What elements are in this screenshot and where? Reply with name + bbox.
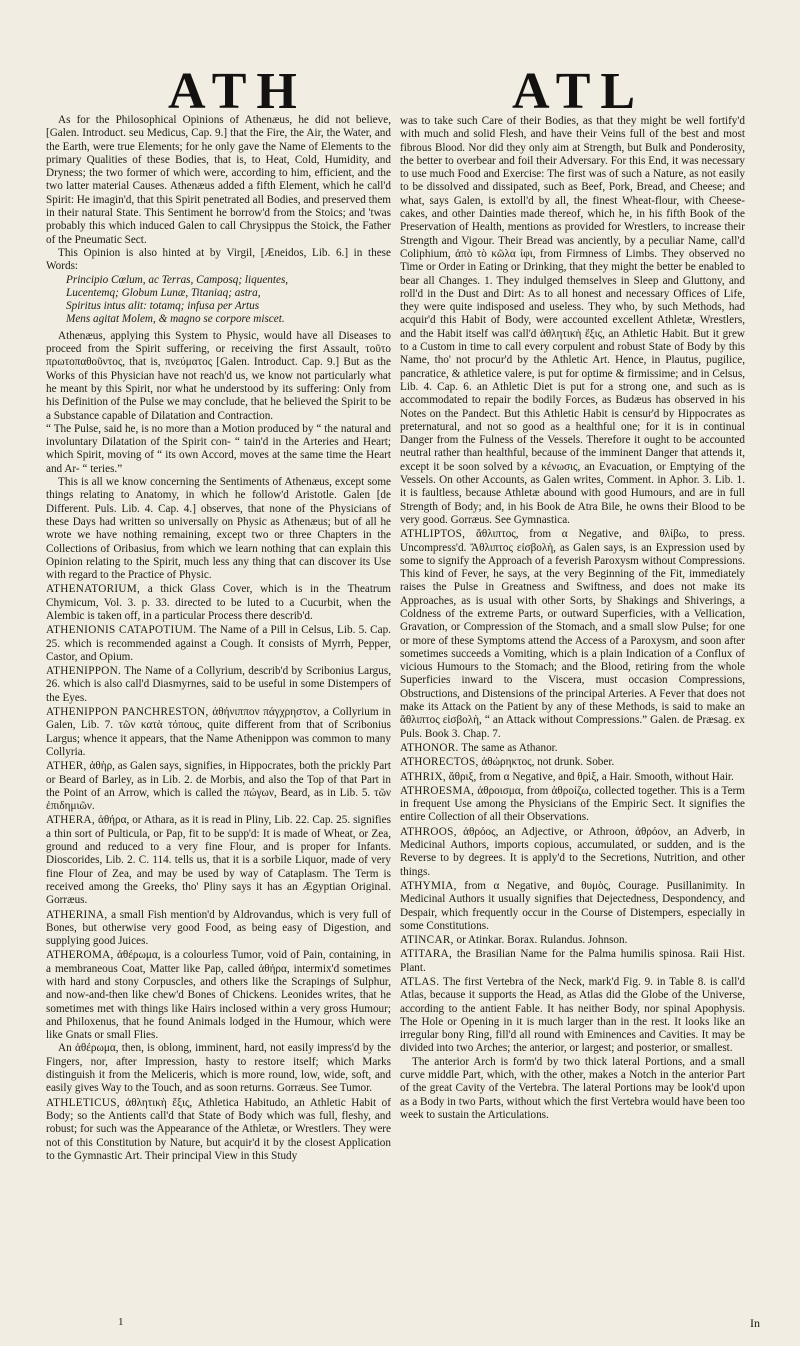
verse-line: Lucentemq; Globum Lunæ, Titaniaq; astra, [66, 286, 261, 299]
quotation: “ The Pulse, said he, is no more than a Motion produced by “ the natural and involuntary Dilatation of the Spirit con- “ tain'd in the Arteries and Heart; which Spirit, moving of “ its own Accord, moves at the same time the Heart and Ar- “ teries.” [46, 422, 391, 475]
entry-text: or Atinkar. Borax. Rulandus. Johnson. [453, 934, 628, 947]
dictionary-entry [400, 948, 745, 975]
entry-text: The first Vertebra of the Neck, mark'd Fig. 9. in Table 8. is call'd Atlas, because it supports the Head, as Atlas did the Globe of the Universe, according to the antient Fable. It has neither Body, nor spinal Apophysis. The Hole or Opening in it is much larger than in the rest. It looks like an irregular bony Ring, fill'd all round with Eminences and Cavities. It may be divided into two Arches; the anterior, or largest; and posterior, or smallest. [400, 976, 745, 1055]
entry-text: ἀθώρηκτος, not drunk. Sober. [478, 756, 615, 769]
headword: ATHENATORIUM, [46, 583, 141, 596]
catchword: In [750, 1316, 760, 1330]
signature-mark: 1 [118, 1316, 124, 1328]
entry-text: a thick Glass Cover, which is in the Theatrum Chymicum, Vol. 3. p. 33. directed to be luted to a Cucurbit, when the Alembic is taken off, in a particular Process there describ'd. [46, 583, 391, 622]
headword: ATHROESMA, [400, 784, 475, 797]
entry-text: a small Fish mention'd by Aldrovandus, which is very full of Bones, but otherwise very good Food, as being easy of Digestion, and supplying good Juices. [46, 908, 391, 948]
dictionary-entry [46, 1097, 391, 1163]
dictionary-entry [46, 814, 391, 907]
paragraph: As for the Philosophical Opinions of Athenæus, he did not believe, [Galen. Introduct. seu Medicus, Cap. 9.] that the Fire, the Air, the Water, and the Earth, were true Elements; for he only gave the Name of Elements to the primary Qualities of these Bodies, that is, to Heat, Cold, Humidity, and Dryness; the two former of which were, according to him, efficient, and the two latter material Causes. Athenæus added a fifth Element, which he call'd Spirit: He imagin'd, that this Spirit penetrated all Bodies, and preserved them in their natural State. This Sentiment he borrow'd from the Stoics; and 'twas probably this which induced Galen to call Chrysippus the Stoick, the Father of the Pneumatic Sect. [46, 114, 391, 246]
dictionary-entry [400, 756, 745, 769]
headword: ATHLIPTOS, [400, 528, 466, 541]
dictionary-entry [46, 949, 391, 1042]
paragraph: This Opinion is also hinted at by Virgil, [Æneidos, Lib. 6.] in these Words: [46, 246, 391, 273]
headword: ATHYMIA, [400, 879, 457, 892]
paragraph: The anterior Arch is form'd by two thick lateral Portions, and a small curve middle Part, which, with the other, makes a Notch in the anterior Part of the great Cavity of the Vertebra. The lateral Portions may be look'd upon as a Body in two Parts, without which the first Vertebra would have been too week to sustain the Articulations. [400, 1055, 745, 1121]
headword: ATHENIPPON PANCHRESTON, [46, 706, 209, 719]
dictionary-entry [46, 909, 391, 949]
dictionary-entry [400, 880, 745, 933]
paragraph: An ἀθέρωμα, then, is oblong, imminent, hard, not easily impress'd by the Fingers, nor, after Impression, hasty to restore itself; which Marks distinguish it from the Meliceris, which is more round, low, wide, soft, and easily gives Way to the Touch, and as soon returns. Gorræus. See Tumor. [46, 1042, 391, 1095]
verse-line: Principio Cœlum, ac Terras, Camposq; liquentes, [66, 273, 289, 286]
dictionary-entry [400, 934, 745, 947]
headword: ATHLETICUS, [46, 1096, 120, 1109]
headword: ATHENIONIS CATAPOTIUM. [46, 624, 197, 637]
headword: ATLAS. [400, 976, 440, 988]
entry-text: ἀθλητικὴ ἕξις, Athletica Habitudo, an Athletic Habit of Body; so the Antients call'd that State of Body which was full, fleshy, and robust; for such was the Appearance of the Athletæ, or Wrestlers. They were not of this Constitution by Nature, but acquir'd it by the closest Application to the Gymnastic Art. Their principal View in this Study [46, 1096, 391, 1162]
verse-line: Spiritus intus alit: totamq; infusa per Artus [66, 300, 260, 313]
headword: ATHROOS, [400, 825, 457, 838]
headword: ATINCAR, [400, 934, 454, 947]
verse-line: Mens agitat Molem, & magno se corpore miscet. [66, 313, 285, 326]
entry-text: ἀθήρα, or Athara, as it is read in Pliny, Lib. 22. Cap. 25. signifies a thin sort of Pulticula, or Pap, fit to be supp'd: It is made of Wheat, or Zea, ground and reduced to a very fine Flour, and is proper for Infants. Dioscorides, Lib. 2. C. 114. tells us, that it is a sorbile Liquor, made of very fine Flour of Zea, and may be used by way of Cataplasm. The Term is received among the Greeks, tho' Pliny says it has an Ægyptian Original. Gorræus. [46, 814, 391, 907]
dictionary-entry [46, 624, 391, 664]
entry-text: ἄθλιπτος, from α Negative, and θλίβω, to press. Uncompress'd. Ἄθλιπτος εἰσβολὴ, as Galen says, is an Expression used by some to signify the Approach of a feverish Paroxysm without Compressions. This kind of Fever, he says, at the very Beginning of the Fit, immediately raises the Pulse in Greatness and Swiftness, and does not make its Approaches, as is usual with other Sorts, by Shakings and Shiverings, a Coldness of the extreme Parts, or outward Superficies, with a Vellication, Gravation, or Compression of the Stomach, and a small slow Pulse; for one or more of these Symptoms attend the Access of a Paroxysm, and soon after sometimes succeeds a Vomiting, which is a plain Indication of a Conflux of vicious Humours to the Stomach; and the Blood, retiring from the whole Superficies inward to the Viscera, must occasion Compressions, Obstructions, and Distensions of the principal Arteries. A Fever that does not make its Attack on the Patient by any of these Methods, is said to make an ἄθλιπτος εἰσβολὴ, “ an Attack without Compressions.” Galen. de Præsag. ex Puls. Book 3. Chap. 7. [400, 528, 745, 740]
entry-text: The Name of a Collyrium, describ'd by Scribonius Largus, 26. which is also call'd Diasmyrnes, said to be useful in some Distempers of the Eyes. [46, 665, 391, 704]
headword: ATHERA, [46, 814, 96, 827]
entry-text: ἀθροισμα, from ἀθροίζω, collected together. This is a Term in frequent Use among the Physicians of the Empiric Sect. It signifies the entire Collection of all their Observations. [400, 784, 745, 824]
entry-text: The Name of a Pill in Celsus, Lib. 5. Cap. 25. which is recommended against a Cough. It consists of Myrrh, Pepper, Castor, and Opium. [46, 624, 391, 663]
entry-text: ἀθρόος, an Adjective, or Athroon, ἀθρόον, an Adverb, in Medicinal Authors, imports copious, accumulated, or sudden, and is the Reverse to by degrees. It is apply'd to the Secretions, Nutrition, and other things. [400, 825, 745, 878]
entry-text: The same as Athanor. [458, 741, 558, 754]
headword: ATHONOR. [400, 741, 459, 754]
right-column [400, 114, 745, 1122]
headword: ATITARA, [400, 948, 453, 961]
running-head-right: ATL [512, 63, 646, 120]
entry-text: the Brasilian Name for the Palma humilis spinosa. Raii Hist. Plant. [400, 948, 745, 974]
entry-text: from α Negative, and θυμὸς, Courage. Pusillanimity. In Medicinal Authors it usually signifies that Dejectedness, Despondency, and Despair, which frequently occur in the Course of Distempers, especially in some Constitutions. [400, 879, 745, 932]
headword: ATHRIX, [400, 770, 446, 783]
headword: ATHORECTOS, [400, 756, 479, 769]
dictionary-entry [400, 742, 745, 755]
headword: ATHEROMA, [46, 949, 114, 962]
headword: ATHERINA, [46, 908, 108, 921]
left-column [46, 114, 391, 1163]
dictionary-entry [400, 826, 745, 879]
paragraph: Athenæus, applying this System to Physic, would have all Diseases to proceed from the Spirit suffering, or receiving the first Assault, τοῦτο πρωτοπαθοῦντος, that is, πνεύματος [Galen. Introduct. Cap. 9.] But as the Works of this Physician have not reach'd us, we know not particularly what he meant by this Spirit, nor what he understood by its suffering: Only from his Definition of the Pulse we may conclude, that he believed the Spirit to be a Substance capable of Dilatation and Contraction. [46, 329, 391, 422]
dictionary-entry [400, 528, 745, 741]
entry-text: ἀθήνιππον πάγχρηστον, a Collyrium in Galen, Lib. 7. τῶν κατὰ τόπους, quite different from that of Scribonius Largus; whence it appears, that the Name Athenippon was common to many Collyria. [46, 706, 391, 758]
headword: ATHER, [46, 760, 87, 773]
headword: ATHENIPPON. [46, 665, 122, 678]
dictionary-entry [46, 760, 391, 813]
paragraph: This is all we know concerning the Sentiments of Athenæus, except some things relating to Anatomy, in which he follow'd Aristotle. Galen [de Different. Puls. Lib. 4. Cap. 4.] observes, that none of the Physicians of these Days had written so universally on Physic as Athenæus; but of all he wrote we have nothing remaining, except two or three Chapters in the Collections of Oribasius, from which we learn nothing that can explain this Opinion relating to the Spirit, much less any thing that can discover its Use with regard to the Practice of Physic. [46, 476, 391, 582]
running-head-left: ATH [168, 63, 307, 120]
dictionary-entry [400, 771, 745, 784]
paragraph: was to take such Care of their Bodies, as that they might be well fortify'd with much and solid Flesh, and have their Veins full of the best and most fibrous Blood. Nor did they only aim at Strength, but Bulk and Ponderosity, the better to overbear and foil their Adversary. For this End, it was necessary to use much Food and Exercise: The first was of such a Nature, as not easily to be dissolved and dissipated, such as Beef, Pork, Bread, and Cheese; and what, says Galen, is extoll'd by all, the finest Wheat-flour, with Cheese-cakes, and other Dainties made thereof, which he, in his fifth Book of the Preservation of Health, mentions as provided for Wrestlers, to increase their Strength and Vigour. Their Bread was anciently, by a peculiar Name, call'd Coliphium, ἀπὸ τὸ κῶλα ἰφι, from Firmness of Limbs. They observed no Time or Order in Eating or Drinking, that they might the better be enabled to bear all Changes. 1. They indulged themselves in Sleep and Gluttony, and roll'd in the Dust and Dirt: As to all honest and necessary Offices of Life, they were quite indisposed and useless. They who, by such Methods, had acquir'd this Habit of Body, were accounted excellent Athletæ, Wrestlers, and the Habit itself was call'd ἀθλητικὴ ἕξις, an Athletic Habit. But it grew to a Custom in time to call every corpulent and robust State of Body by this Name, tho' not procur'd by the Athletic Art. Hence, in Plautus, pugilice, pancratice, & athletice valere, is put for optime & firmissime; and in Celsus, Lib. 4. Cap. 6. an Athletic Diet is put for a strong one, and such as is accommodated to repair the bodily Forces, as Budæus has observed in his Notes on the Pandect. But this Athletic Habit is censur'd by Hippocrates as preternatural, and not so good as a healthful one; for it is in continual Danger from the Fulness of the Vessels. Therefore it ought to be accounted neutral rather than healthful, because of the imminent Danger that attends it, except it be soon solved by a κένωσις, an Evacuation, or Emptying of the Vessels. On other Accounts, as Galen writes, Comment. in Aphor. 3. Lib. 1. it is faultless, because Athletæ abound with good Humours, and are in full Strength of Body; and, in his Book de Atra Bile, he owns their Blood to be very good. Gorræus. See Gymnastica. [400, 115, 745, 526]
dictionary-entry [46, 706, 391, 759]
entry-text: ἀθὴρ, as Galen says, signifies, in Hippocrates, both the prickly Part or Beard of Barley, as in Lib. 2. de Morbis, and also the Top of that Part in the Point of an Arrow, which is called the πώγων, Beard, as in Lib. 5. τῶν ἐπιδημιῶν. [46, 760, 391, 813]
dictionary-entry [46, 583, 391, 623]
entry-text: ἄθριξ, from α Negative, and θρὶξ, a Hair. Smooth, without Hair. [445, 770, 734, 783]
dictionary-entry [400, 976, 745, 1056]
dictionary-entry [46, 665, 391, 705]
dictionary-entry [400, 785, 745, 825]
entry-text: ἀθέρωμα, is a colourless Tumor, void of Pain, containing, in a membraneous Coat, Matter like Pap, called ἀθήρα, intermix'd sometimes with hard and stony Corpuscles, and others like the Scrapings of Sulphur, and now-and-then like chew'd Bones of Chickens. Leonides writes, that he sometimes met with things like Hairs inclosed within a very gross Humour; and Philoxenus, that he found Animals lodged in the Humour, which were like Gnats or small Flies. [46, 949, 391, 1042]
